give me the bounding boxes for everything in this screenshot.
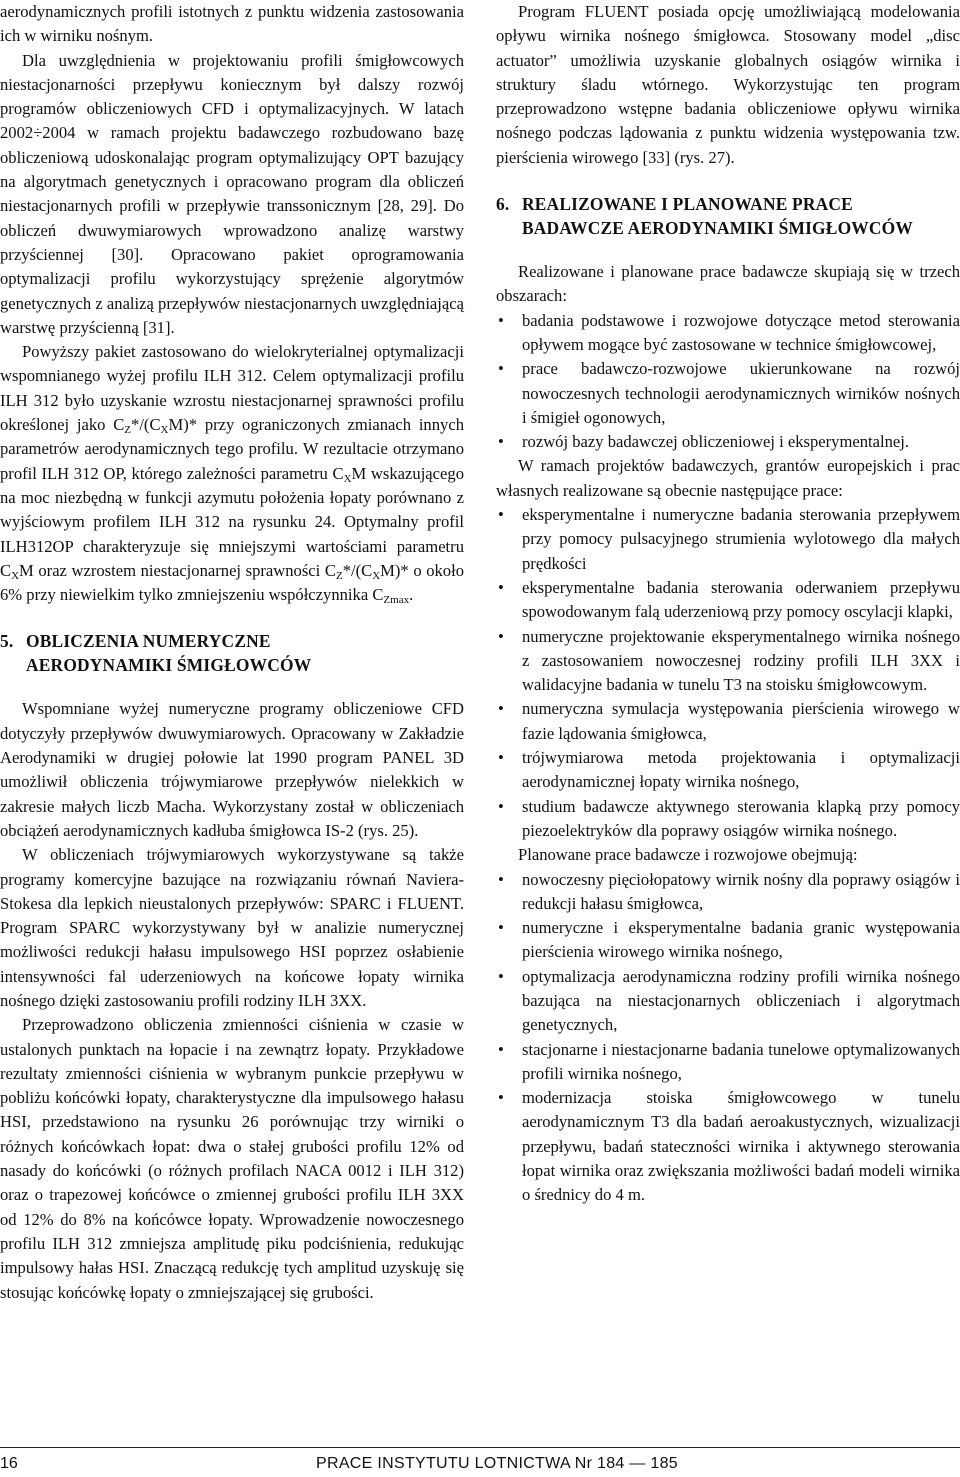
text-run: . <box>409 585 414 605</box>
list-item: • rozwój bazy badawczej obliczeniowej i eksperymentalnej. <box>496 430 960 454</box>
subscript: Zmax <box>383 594 410 607</box>
page-number: 16 <box>0 1455 18 1472</box>
section-title-line2: BADAWCZE AERODYNAMIKI ŚMIGŁOWCÓW <box>522 218 913 239</box>
list-item: • badania podstawowe i rozwojowe dotyczące metod sterowania opływem mogące być zastosowane w technice śmigłowcowej, <box>496 309 960 358</box>
paragraph-research-areas: Realizowane i planowane prace badawcze skupiają się w trzech obszarach: <box>496 262 960 306</box>
right-column <box>496 0 960 1208</box>
paragraph-continuation: aerodynamicznych profili istotnych z punktu widzenia zastosowania ich w wirniku nośnym. <box>0 2 464 46</box>
subscript: X <box>372 569 381 582</box>
list-item: • trójwymiarowa metoda projektowania i optymalizacji aerodynamicznej łopaty wirnika nośnego, <box>496 746 960 795</box>
list-item: • optymalizacja aerodynamiczna rodziny profili wirnika nośnego bazująca na niestacjonarnych obliczeniach i algorytmach genetycznych, <box>496 965 960 1038</box>
left-column <box>0 0 464 1305</box>
text-run: Powyższy pakiet zastosowano do wielokryterialnej optymalizacji wspomnianego wyżej profilu ILH 312. Celem optymalizacji profilu ILH 312 było uzyskanie wzrostu niestacjonarnej sprawności profilu określonej jako C <box>0 342 464 435</box>
list-item: • stacjonarne i niestacjonarne badania tunelowe optymalizowanych profili wirnika nośnego, <box>496 1038 960 1087</box>
text-run: M)* przy ograniczonych zmianach innych parametrów aerodynamicznych tego profilu. W rezultacie otrzymano profil ILH 312 OP, którego zależności parametru C <box>0 415 464 483</box>
list-item: • numeryczne i eksperymentalne badania granic występowania pierścienia wirowego wirnika nośnego, <box>496 916 960 965</box>
subscript: X <box>160 424 169 437</box>
paragraph-pressure-calculations: Przeprowadzono obliczenia zmienności ciśnienia w czasie w ustalonych punktach na łopacie i na zewnątrz łopaty. Przykładowe rezultaty zmienności ciśnienia w wybranym punkcie przepływu w pobliżu końcówki łopaty, charakterystyczne dla impulsowego hałasu HSI, przedstawiono na rysunku 26 porównując trzy wirniki o różnych końcówkach łopat: dwa o stałej grubości profilu 12% od nasady do końcówki (o różnych profilach NACA 0012 i ILH 312) oraz o trapezowej końcówce o zmiennej grubości profilu ILH 3XX od 12% do 8% na końcówce łopaty. Wprowadzenie nowoczesnego profilu ILH 312 zmniejsza amplitudę piku podciśnienia, redukując impulsowy hałas HSI. Znaczącą redukcję tych amplitud uzyskuję się stosując końcówkę łopaty o zmniejszającej się grubości. <box>0 1015 464 1302</box>
list-item: • studium badawcze aktywnego sterowania klapką przy pomocy piezoelektryków dla poprawy osiągów wirnika nośnego. <box>496 795 960 844</box>
section-heading-6 <box>496 192 960 240</box>
section-title-line1: REALIZOWANE I PLANOWANE PRACE <box>522 194 853 215</box>
subscript: X <box>343 472 352 485</box>
section-number: 6. <box>496 194 510 215</box>
bullet-list-current-works <box>496 503 960 843</box>
list-item: • numeryczna symulacja występowania pierścienia wirowego w fazie lądowania śmigłowca, <box>496 697 960 746</box>
subscript: Z <box>335 569 343 582</box>
bullet-list-research-areas <box>496 309 960 455</box>
subscript: Z <box>124 424 132 437</box>
list-item: • nowoczesny pięciołopatowy wirnik nośny dla poprawy osiągów i redukcji hałasu śmigłowca, <box>496 868 960 917</box>
list-item: • numeryczne projektowanie eksperymentalnego wirnika nośnego z zastosowaniem nowoczesnej rodziny profili ILH 3XX i walidacyjne badania w tunelu T3 na stoisku śmigłowcowym. <box>496 625 960 698</box>
subscript: X <box>11 569 20 582</box>
section-title-line1: OBLICZENIA NUMERYCZNE <box>26 631 271 652</box>
text-run: M)* o około 6% przy niewielkim tylko zmniejszeniu współczynnika C <box>0 560 464 605</box>
bullet-list-planned-works <box>496 868 960 1208</box>
paragraph-current-works: W ramach projektów badawczych, grantów europejskich i prac własnych realizowane są obecnie następujące prace: <box>496 456 960 500</box>
section-title-line2: AERODYNAMIKI ŚMIGŁOWCÓW <box>26 655 312 676</box>
list-item: • modernizacja stoiska śmigłowcowego w tunelu aerodynamicznym T3 dla badań aeroakustycznych, wizualizacji przepływu, badań stateczności wirnika i aktywnego sterowania łopat wirnika oraz zwiększania możliwości badań modeli wirnika o średnicy do 4 m. <box>496 1086 960 1207</box>
section-number: 5. <box>0 631 14 652</box>
text-run: M oraz wzrostem niestacjonarnej sprawności C <box>19 560 336 580</box>
footer-divider <box>0 1447 960 1448</box>
paragraph-planned-works: Planowane prace badawcze i rozwojowe obejmują: <box>518 845 858 865</box>
paragraph-fluent: Program FLUENT posiada opcję umożliwiającą modelowania opływu wirnika nośnego śmigłowca. Stosowany model „disc actuator” umożliwia uzyskanie globalnych osiągów wirnika i struktury śladu wtórnego. Wykorzystując ten program przeprowadzono wstępne badania obliczeniowe opływu wirnika nośnego podczas lądowania z punktu widzenia występowania tzw. pierścienia wirowego [33] (rys. 27). <box>496 2 960 167</box>
paragraph-panel3d: Wspomniane wyżej numeryczne programy obliczeniowe CFD dotyczyły przepływów dwuwymiarowych. Opracowany w Zakładzie Aerodynamiki w drugiej połowie lat 1990 program PANEL 3D umożliwił obliczenia trójwymiarowe przepływów nielekkich w zakresie małych liczb Macha. Wykorzystany został w obliczeniach obciążeń aerodynamicznych kadłuba śmigłowca IS-2 (rys. 25). <box>0 699 464 840</box>
text-run: */(C <box>342 560 373 580</box>
list-item: • prace badawczo-rozwojowe ukierunkowane na rozwój nowoczesnych technologii aerodynamicznych wirników nośnych i śmigieł ogonowych, <box>496 357 960 430</box>
list-item: • eksperymentalne badania sterowania oderwaniem przepływu spowodowanym falą uderzeniową przy pomocy oscylacji klapki, <box>496 576 960 625</box>
journal-title: PRACE INSTYTUTU LOTNICTWA Nr 184 — 185 <box>316 1455 678 1472</box>
paragraph-cfd-development: Dla uwzględnienia w projektowaniu profili śmigłowcowych niestacjonarności przepływu koniecznym był dalszy rozwój programów obliczeniowych CFD i optymalizacyjnych. W latach 2002÷2004 w ramach projektu badawczego rozbudowano bazę obliczeniową udoskonalając program optymalizujący OPT bazujący na algorytmach genetycznych i opracowano program dla obliczeń niestacjonarnych profili w przepływie transsonicznym [28, 29]. Do obliczeń dwuwymiarowych wprowadzono analizę warstwy przyściennej [30]. Opracowano pakiet oprogramowania optymalizacji profilu wykorzystujący sprężenie algorytmów genetycznych z analizą przepływów niestacjonarnych uwzględniającą warstwę przyścienną [31]. <box>0 50 464 337</box>
text-run: */(C <box>131 415 161 435</box>
list-item: • eksperymentalne i numeryczne badania sterowania przepływem przy pomocy pulsacyjnego strumienia wylotowego dla małych prędkości <box>496 503 960 576</box>
text-run: M wskazującego na moc niezbędną w funkcji azymutu położenia łopaty porównano z wyjściowym profilem ILH 312 na rysunku 24. Optymalny profil ILH312OP charakteryzuje się mniejszymi wartościami parametru C <box>0 463 464 580</box>
section-heading-5 <box>0 629 464 677</box>
paragraph-ilh312-optimization <box>0 340 464 607</box>
paragraph-sparc-fluent: W obliczeniach trójwymiarowych wykorzystywane są także programy komercyjne bazujące na rozwiązaniu równań Naviera-Stokesa dla lepkich nieustalonych przepływów: SPARC i FLUENT. Program SPARC wykorzystywany był w analizie numerycznej możliwości redukcji hałasu impulsowego HSI poprzez osłabienie intensywności fal uderzeniowych na końcowe łopaty wirnika nośnego dzięki zastosowaniu profili rodziny ILH 3XX. <box>0 845 464 1010</box>
